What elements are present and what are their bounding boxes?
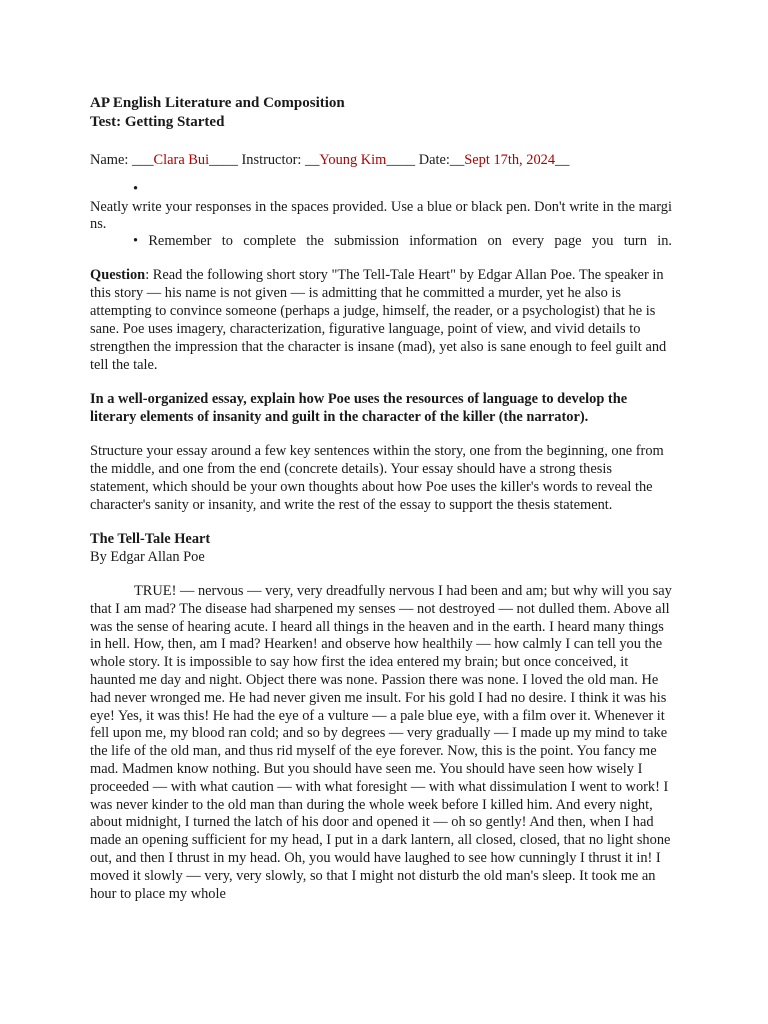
student-name-field[interactable]: Clara Bui [153, 152, 210, 168]
question-paragraph [90, 266, 672, 374]
date-field[interactable]: Sept 17th, 2024 [464, 152, 556, 168]
instruction-line-1: Neatly write your responses in the spaces provided. Use a blue or black pen. Don't write in the margins. [90, 199, 672, 232]
question-text: : Read the following short story "The Tell-Tale Heart" by Edgar Allan Poe. The speaker in this story — his name is not given — is admitting that he committed a murder, yet he also is attempting to convince someone (perhaps a judge, himself, the reader, or a psychologist) that he is sane. Poe uses imagery, characterization, figurative language, point of view, and vivid details to strengthen the impression that the character is insane (mad), yet also is sane enough to feel guilt and tell the tale. [90, 267, 667, 373]
course-title: AP English Literature and Composition [90, 95, 345, 111]
date-tail: __ [555, 152, 570, 168]
date-label: ____ Date:__ [386, 152, 465, 168]
instruction-line-2: • Remember to complete the submission information on every page you turn in. [133, 233, 672, 249]
structure-paragraph: Structure your essay around a few key sentences within the story, one from the beginning, one from the middle, and one from the end (concrete details). Your essay should have a strong thesis statement, which should be your own thoughts about how Poe uses the killer's words to reveal the character's sanity or insanity, and write the rest of the essay to support the thesis statement. [90, 443, 664, 513]
instructor-label: ____ Instructor: __ [209, 152, 320, 168]
empty-bullet: • [133, 181, 139, 197]
submission-info-line [90, 151, 672, 169]
essay-prompt: In a well-organized essay, explain how Poe uses the resources of language to develop the literary elements of insanity and guilt in the character of the killer (the narrator). [90, 391, 628, 425]
name-label: Name: ___ [90, 152, 154, 168]
story-author: By Edgar Allan Poe [90, 549, 205, 565]
story-body: TRUE! — nervous — very, very dreadfully nervous I had been and am; but why will you say that I am mad? The disease had sharpened my senses — not destroyed — not dulled them. Above all was the sense of hearing acute. I heard all things in the heaven and in the earth. I heard many things in hell. How, then, am I mad? Hearken! and observe how healthily — how calmly I can tell you the whole story. It is impossible to say how first the idea entered my brain; but once conceived, it haunted me day and night. Object there was none. Passion there was none. I loved the old man. He had never wronged me. He had never given me insult. For his gold I had no desire. I think it was his eye! Yes, it was this! He had the eye of a vulture — a pale blue eye, with a film over it. Whenever it fell upon me, my blood ran cold; and so by degrees — very gradually — I made up my mind to take the life of the old man, and thus rid myself of the eye forever. Now, this is the point. You fancy me mad. Madmen know nothing. But you should have seen me. You should have seen how wisely I proceeded — with what caution — with what foresight — with what dissimulation I went to work! I was never kinder to the old man than during the whole week before I killed him. And every night, about midnight, I turned the latch of his door and opened it — oh so gently! And then, when I had made an opening sufficient for my head, I put in a dark lantern, all closed, closed, that no light shone out, and then I thrust in my head. Oh, you would have laughed to see how cunningly I thrust it in! I moved it slowly — very, very slowly, so that I might not disturb the old man's sleep. It took me an hour to place my whole [90, 583, 672, 902]
instructor-name-field[interactable]: Young Kim [319, 152, 387, 168]
document-page [90, 94, 672, 903]
question-label: Question [90, 267, 146, 283]
test-title: Test: Getting Started [90, 114, 225, 130]
story-title: The Tell-Tale Heart [90, 531, 211, 547]
